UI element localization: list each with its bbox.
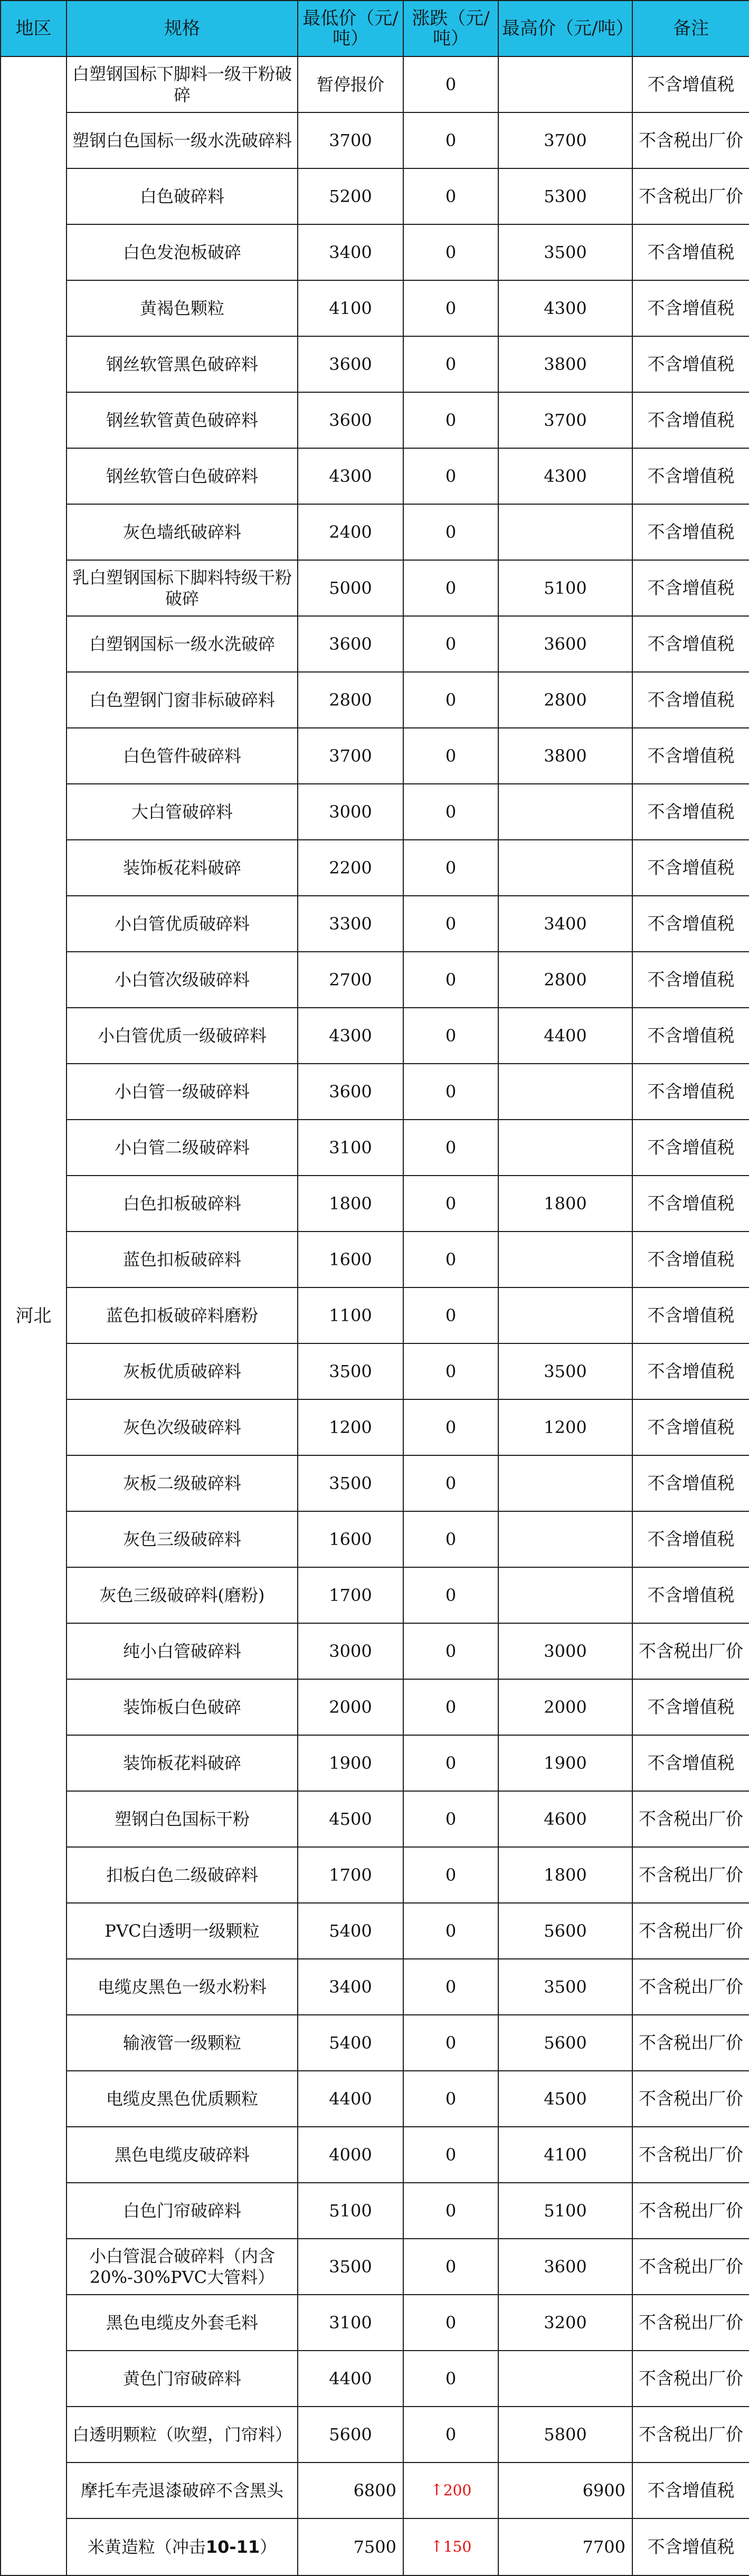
note-cell: 不含增值税: [632, 1455, 749, 1511]
min-price-cell: 3600: [298, 392, 403, 448]
change-cell: 0: [403, 112, 498, 168]
table-row: [1, 1847, 749, 1903]
max-price-cell: 7700: [498, 2518, 632, 2575]
min-price-cell: 4000: [298, 2127, 403, 2183]
min-price-cell: 3000: [298, 1623, 403, 1679]
header-region: 地区: [1, 1, 67, 56]
min-price-cell: 3000: [298, 784, 403, 840]
change-cell: 0: [403, 1679, 498, 1735]
change-cell: 0: [403, 1343, 498, 1399]
change-value: 150: [443, 2538, 472, 2555]
max-price-cell: 4600: [498, 1791, 632, 1847]
max-price-cell: 4400: [498, 1008, 632, 1064]
spec-cell: 摩托车壳退漆破碎不含黑头: [67, 2463, 298, 2518]
spec-text: 米黄造粒（冲击: [87, 2537, 206, 2557]
change-cell: 0: [403, 1399, 498, 1455]
change-cell: 0: [403, 2295, 498, 2351]
max-price-cell: 5600: [498, 1903, 632, 1959]
min-price-cell: 暂停报价: [298, 56, 403, 112]
table-row: [1, 112, 749, 168]
spec-cell: 灰色三级破碎料(磨粉): [67, 1567, 298, 1623]
max-price-cell: 2000: [498, 1679, 632, 1735]
max-price-cell: 5100: [498, 2183, 632, 2239]
change-cell: 0: [403, 2071, 498, 2127]
note-cell: 不含增值税: [632, 1511, 749, 1567]
spec-cell: 黄褐色颗粒: [67, 280, 298, 336]
change-cell: 0: [403, 1959, 498, 2015]
note-cell: 不含税出厂价: [632, 2015, 749, 2071]
max-price-cell: 1800: [498, 1176, 632, 1232]
min-price-cell: 3700: [298, 728, 403, 784]
min-price-cell: 5400: [298, 2015, 403, 2071]
max-price-cell: [498, 784, 632, 840]
spec-cell: 装饰板花料破碎: [67, 840, 298, 896]
change-cell: 0: [403, 1455, 498, 1511]
table-row: [1, 336, 749, 392]
change-cell: 0: [403, 448, 498, 504]
change-cell: 0: [403, 896, 498, 952]
max-price-cell: [498, 1120, 632, 1176]
note-cell: 不含增值税: [632, 1008, 749, 1064]
note-cell: 不含税出厂价: [632, 1959, 749, 2015]
max-price-cell: [498, 1287, 632, 1343]
change-value: 200: [443, 2482, 472, 2499]
max-price-cell: 4100: [498, 2127, 632, 2183]
table-row: [1, 448, 749, 504]
max-price-cell: 3500: [498, 224, 632, 280]
max-price-cell: [498, 1455, 632, 1511]
arrow-up-icon: ↑: [430, 2537, 443, 2556]
min-price-cell: 3500: [298, 1455, 403, 1511]
note-cell: 不含增值税: [632, 1679, 749, 1735]
min-price-cell: 1800: [298, 1176, 403, 1232]
min-price-cell: 4300: [298, 448, 403, 504]
max-price-cell: 4300: [498, 448, 632, 504]
min-price-cell: 4500: [298, 1791, 403, 1847]
min-price-cell: 5200: [298, 168, 403, 224]
spec-cell: 黑色电缆皮外套毛料: [67, 2295, 298, 2351]
table-row: [1, 896, 749, 952]
spec-cell: 白塑钢国标下脚料一级干粉破碎: [67, 56, 298, 112]
note-cell: 不含增值税: [632, 784, 749, 840]
change-cell: 0: [403, 2127, 498, 2183]
max-price-cell: 3800: [498, 336, 632, 392]
header-row: [1, 1, 749, 56]
max-price-cell: 5800: [498, 2407, 632, 2463]
max-price-cell: [498, 504, 632, 560]
table-row: [1, 2183, 749, 2239]
max-price-cell: [498, 1511, 632, 1567]
note-cell: 不含增值税: [632, 616, 749, 672]
table-row: [1, 1959, 749, 2015]
table-row: [1, 1623, 749, 1679]
note-cell: 不含增值税: [632, 1120, 749, 1176]
table-row: [1, 2295, 749, 2351]
max-price-cell: 1900: [498, 1735, 632, 1791]
change-cell: 0: [403, 504, 498, 560]
min-price-cell: 1900: [298, 1735, 403, 1791]
note-cell: 不含税出厂价: [632, 1623, 749, 1679]
note-cell: 不含税出厂价: [632, 168, 749, 224]
table-row: [1, 1399, 749, 1455]
spec-cell: 黑色电缆皮破碎料: [67, 2127, 298, 2183]
note-cell: 不含税出厂价: [632, 1791, 749, 1847]
min-price-cell: 5400: [298, 1903, 403, 1959]
spec-text-end: ）: [260, 2537, 277, 2557]
change-cell: 0: [403, 224, 498, 280]
spec-cell: 白色扣板破碎料: [67, 1176, 298, 1232]
max-price-cell: 3500: [498, 1959, 632, 2015]
max-price-cell: 3500: [498, 1343, 632, 1399]
table-row: [1, 1232, 749, 1287]
change-cell: 0: [403, 784, 498, 840]
spec-cell: 纯小白管破碎料: [67, 1623, 298, 1679]
header-min-price: 最低价（元/吨）: [298, 1, 403, 56]
spec-cell: 白色管件破碎料: [67, 728, 298, 784]
table-row: [1, 952, 749, 1008]
note-cell: 不含增值税: [632, 56, 749, 112]
max-price-cell: [498, 1567, 632, 1623]
spec-cell: 大白管破碎料: [67, 784, 298, 840]
max-price-cell: 1200: [498, 1399, 632, 1455]
table-row: [1, 280, 749, 336]
note-cell: 不含增值税: [632, 1287, 749, 1343]
min-price-cell: 3300: [298, 896, 403, 952]
change-cell: 0: [403, 280, 498, 336]
table-row: [1, 1343, 749, 1399]
note-cell: 不含增值税: [632, 1399, 749, 1455]
note-cell: 不含税出厂价: [632, 1847, 749, 1903]
max-price-cell: 3800: [498, 728, 632, 784]
table-row: [1, 504, 749, 560]
max-price-cell: 2800: [498, 952, 632, 1008]
change-cell: 0: [403, 2183, 498, 2239]
min-price-cell: 2200: [298, 840, 403, 896]
table-row: [1, 1903, 749, 1959]
spec-cell: 装饰板白色破碎: [67, 1679, 298, 1735]
table-row: [1, 1064, 749, 1120]
table-row: [1, 1287, 749, 1343]
note-cell: 不含增值税: [632, 1343, 749, 1399]
change-cell: 0: [403, 168, 498, 224]
header-change: 涨跌（元/吨）: [403, 1, 498, 56]
spec-cell: 黄色门帘破碎料: [67, 2351, 298, 2407]
max-price-cell: [498, 1232, 632, 1287]
min-price-cell: 2000: [298, 1679, 403, 1735]
spec-cell: 钢丝软管黑色破碎料: [67, 336, 298, 392]
note-cell: 不含增值税: [632, 1176, 749, 1232]
min-price-cell: 3400: [298, 224, 403, 280]
max-price-cell: 2800: [498, 672, 632, 728]
note-cell: 不含增值税: [632, 952, 749, 1008]
max-price-cell: 3400: [498, 896, 632, 952]
note-cell: 不含增值税: [632, 280, 749, 336]
spec-cell: 小白管优质破碎料: [67, 896, 298, 952]
max-price-cell: 4300: [498, 280, 632, 336]
min-price-cell: 1200: [298, 1399, 403, 1455]
change-cell: 0: [403, 1287, 498, 1343]
min-price-cell: 4400: [298, 2351, 403, 2407]
min-price-cell: 2700: [298, 952, 403, 1008]
table-row: [1, 840, 749, 896]
change-cell: 0: [403, 952, 498, 1008]
max-price-cell: 3700: [498, 392, 632, 448]
note-cell: 不含增值税: [632, 672, 749, 728]
table-row: [1, 1120, 749, 1176]
spec-cell: 钢丝软管黄色破碎料: [67, 392, 298, 448]
min-price-cell: 2800: [298, 672, 403, 728]
note-cell: 不含增值税: [632, 1064, 749, 1120]
min-price-cell: 5000: [298, 560, 403, 616]
table-row: [1, 1008, 749, 1064]
change-cell: 0: [403, 1903, 498, 1959]
note-cell: 不含税出厂价: [632, 2407, 749, 2463]
table-row: [1, 728, 749, 784]
spec-cell: 灰板优质破碎料: [67, 1343, 298, 1399]
table-row: [1, 1791, 749, 1847]
spec-cell: 扣板白色二级破碎料: [67, 1847, 298, 1903]
spec-cell: 电缆皮黑色一级水粉料: [67, 1959, 298, 2015]
min-price-cell: 3700: [298, 112, 403, 168]
table-row: [1, 1679, 749, 1735]
spec-cell: 装饰板花料破碎: [67, 1735, 298, 1791]
max-price-cell: 6900: [498, 2463, 632, 2518]
max-price-cell: 5100: [498, 560, 632, 616]
spec-cell: 灰色墙纸破碎料: [67, 504, 298, 560]
note-cell: 不含税出厂价: [632, 2071, 749, 2127]
change-cell: [403, 2463, 498, 2518]
spec-cell: 小白管二级破碎料: [67, 1120, 298, 1176]
note-cell: 不含增值税: [632, 504, 749, 560]
spec-cell: 钢丝软管白色破碎料: [67, 448, 298, 504]
table-row: [1, 2127, 749, 2183]
change-cell: 0: [403, 672, 498, 728]
note-cell: 不含增值税: [632, 2463, 749, 2518]
change-cell: 0: [403, 1176, 498, 1232]
table-row: [1, 224, 749, 280]
max-price-cell: 3000: [498, 1623, 632, 1679]
max-price-cell: 5300: [498, 168, 632, 224]
max-price-cell: 3700: [498, 112, 632, 168]
spec-cell: 白色破碎料: [67, 168, 298, 224]
note-cell: 不含增值税: [632, 2518, 749, 2575]
table-row: [1, 392, 749, 448]
note-cell: 不含增值税: [632, 896, 749, 952]
region-cell: 河北: [1, 56, 67, 2575]
spec-cell: 小白管混合破碎料（内含20%-30%PVC大管料）: [67, 2239, 298, 2295]
change-cell: 0: [403, 2351, 498, 2407]
change-cell: 0: [403, 1120, 498, 1176]
spec-cell: 白色塑钢门窗非标破碎料: [67, 672, 298, 728]
note-cell: 不含税出厂价: [632, 2295, 749, 2351]
table-row: [1, 1176, 749, 1232]
note-cell: 不含税出厂价: [632, 2351, 749, 2407]
arrow-up-icon: ↑: [430, 2481, 443, 2499]
table-row: [1, 2239, 749, 2295]
table-row: [1, 2015, 749, 2071]
spec-cell: 灰色三级破碎料: [67, 1511, 298, 1567]
header-spec: 规格: [67, 1, 298, 56]
table-row: [1, 56, 749, 112]
table-row: [1, 2518, 749, 2575]
header-note: 备注: [632, 1, 749, 56]
change-cell: 0: [403, 560, 498, 616]
min-price-cell: 3600: [298, 1064, 403, 1120]
table-row: [1, 2407, 749, 2463]
min-price-cell: 3600: [298, 336, 403, 392]
min-price-cell: 3100: [298, 2295, 403, 2351]
max-price-cell: [498, 1064, 632, 1120]
min-price-cell: 3500: [298, 1343, 403, 1399]
min-price-cell: 3400: [298, 1959, 403, 2015]
table-row: [1, 168, 749, 224]
change-cell: 0: [403, 2015, 498, 2071]
change-cell: 0: [403, 1735, 498, 1791]
spec-cell: 小白管次级破碎料: [67, 952, 298, 1008]
note-cell: 不含增值税: [632, 392, 749, 448]
min-price-cell: 1100: [298, 1287, 403, 1343]
min-price-cell: 5600: [298, 2407, 403, 2463]
change-cell: 0: [403, 336, 498, 392]
max-price-cell: 4500: [498, 2071, 632, 2127]
spec-cell: [67, 2518, 298, 2575]
note-cell: 不含税出厂价: [632, 2127, 749, 2183]
change-cell: 0: [403, 2239, 498, 2295]
spec-cell: 小白管一级破碎料: [67, 1064, 298, 1120]
table-row: [1, 560, 749, 616]
spec-cell: 白透明颗粒（吹塑，门帘料）: [67, 2407, 298, 2463]
min-price-cell: 1600: [298, 1511, 403, 1567]
note-cell: 不含增值税: [632, 1735, 749, 1791]
change-cell: 0: [403, 1064, 498, 1120]
spec-grade: 10-11: [205, 2537, 260, 2557]
min-price-cell: 3600: [298, 616, 403, 672]
min-price-cell: 7500: [298, 2518, 403, 2575]
max-price-cell: 3200: [498, 2295, 632, 2351]
max-price-cell: [498, 840, 632, 896]
change-cell: 0: [403, 1567, 498, 1623]
min-price-cell: 1700: [298, 1567, 403, 1623]
table-row: [1, 2351, 749, 2407]
min-price-cell: 4300: [298, 1008, 403, 1064]
spec-cell: 蓝色扣板破碎料磨粉: [67, 1287, 298, 1343]
min-price-cell: 1700: [298, 1847, 403, 1903]
change-cell: 0: [403, 1008, 498, 1064]
table-row: [1, 784, 749, 840]
change-cell: 0: [403, 1623, 498, 1679]
min-price-cell: 2400: [298, 504, 403, 560]
min-price-cell: 4400: [298, 2071, 403, 2127]
change-cell: 0: [403, 616, 498, 672]
change-cell: 0: [403, 840, 498, 896]
spec-cell: 塑钢白色国标干粉: [67, 1791, 298, 1847]
spec-cell: 白塑钢国标一级水洗破碎: [67, 616, 298, 672]
spec-cell: PVC白透明一级颗粒: [67, 1903, 298, 1959]
table-row: [1, 616, 749, 672]
table-row: [1, 1567, 749, 1623]
spec-cell: 电缆皮黑色优质颗粒: [67, 2071, 298, 2127]
change-cell: 0: [403, 56, 498, 112]
max-price-cell: 3600: [498, 2239, 632, 2295]
table-row: [1, 1455, 749, 1511]
min-price-cell: 3100: [298, 1120, 403, 1176]
change-cell: 0: [403, 1232, 498, 1287]
note-cell: 不含增值税: [632, 560, 749, 616]
min-price-cell: 3500: [298, 2239, 403, 2295]
max-price-cell: 5600: [498, 2015, 632, 2071]
note-cell: 不含增值税: [632, 448, 749, 504]
min-price-cell: 1600: [298, 1232, 403, 1287]
spec-cell: 白色发泡板破碎: [67, 224, 298, 280]
spec-cell: 小白管优质一级破碎料: [67, 1008, 298, 1064]
spec-cell: 灰色次级破碎料: [67, 1399, 298, 1455]
change-cell: [403, 2518, 498, 2575]
change-cell: 0: [403, 1847, 498, 1903]
min-price-cell: 5100: [298, 2183, 403, 2239]
header-max-price: 最高价（元/吨）: [498, 1, 632, 56]
spec-cell: 白色门帘破碎料: [67, 2183, 298, 2239]
note-cell: 不含增值税: [632, 336, 749, 392]
change-cell: 0: [403, 1791, 498, 1847]
spec-cell: 塑钢白色国标一级水洗破碎料: [67, 112, 298, 168]
max-price-cell: 3600: [498, 616, 632, 672]
spec-cell: 输液管一级颗粒: [67, 2015, 298, 2071]
min-price-cell: 6800: [298, 2463, 403, 2518]
table-row: [1, 1511, 749, 1567]
spec-cell: 灰板二级破碎料: [67, 1455, 298, 1511]
note-cell: 不含增值税: [632, 1232, 749, 1287]
note-cell: 不含税出厂价: [632, 1903, 749, 1959]
max-price-cell: [498, 56, 632, 112]
note-cell: 不含增值税: [632, 1567, 749, 1623]
table-row: [1, 2071, 749, 2127]
table-row: [1, 2463, 749, 2518]
max-price-cell: [498, 2351, 632, 2407]
spec-cell: 蓝色扣板破碎料: [67, 1232, 298, 1287]
change-cell: 0: [403, 1511, 498, 1567]
note-cell: 不含增值税: [632, 728, 749, 784]
note-cell: 不含税出厂价: [632, 112, 749, 168]
note-cell: 不含增值税: [632, 224, 749, 280]
change-cell: 0: [403, 392, 498, 448]
note-cell: 不含增值税: [632, 840, 749, 896]
min-price-cell: 4100: [298, 280, 403, 336]
table-row: [1, 672, 749, 728]
change-cell: 0: [403, 728, 498, 784]
spec-cell: 乳白塑钢国标下脚料特级干粉破碎: [67, 560, 298, 616]
table-row: [1, 1735, 749, 1791]
change-cell: 0: [403, 2407, 498, 2463]
note-cell: 不含税出厂价: [632, 2239, 749, 2295]
max-price-cell: 1800: [498, 1847, 632, 1903]
note-cell: 不含税出厂价: [632, 2183, 749, 2239]
